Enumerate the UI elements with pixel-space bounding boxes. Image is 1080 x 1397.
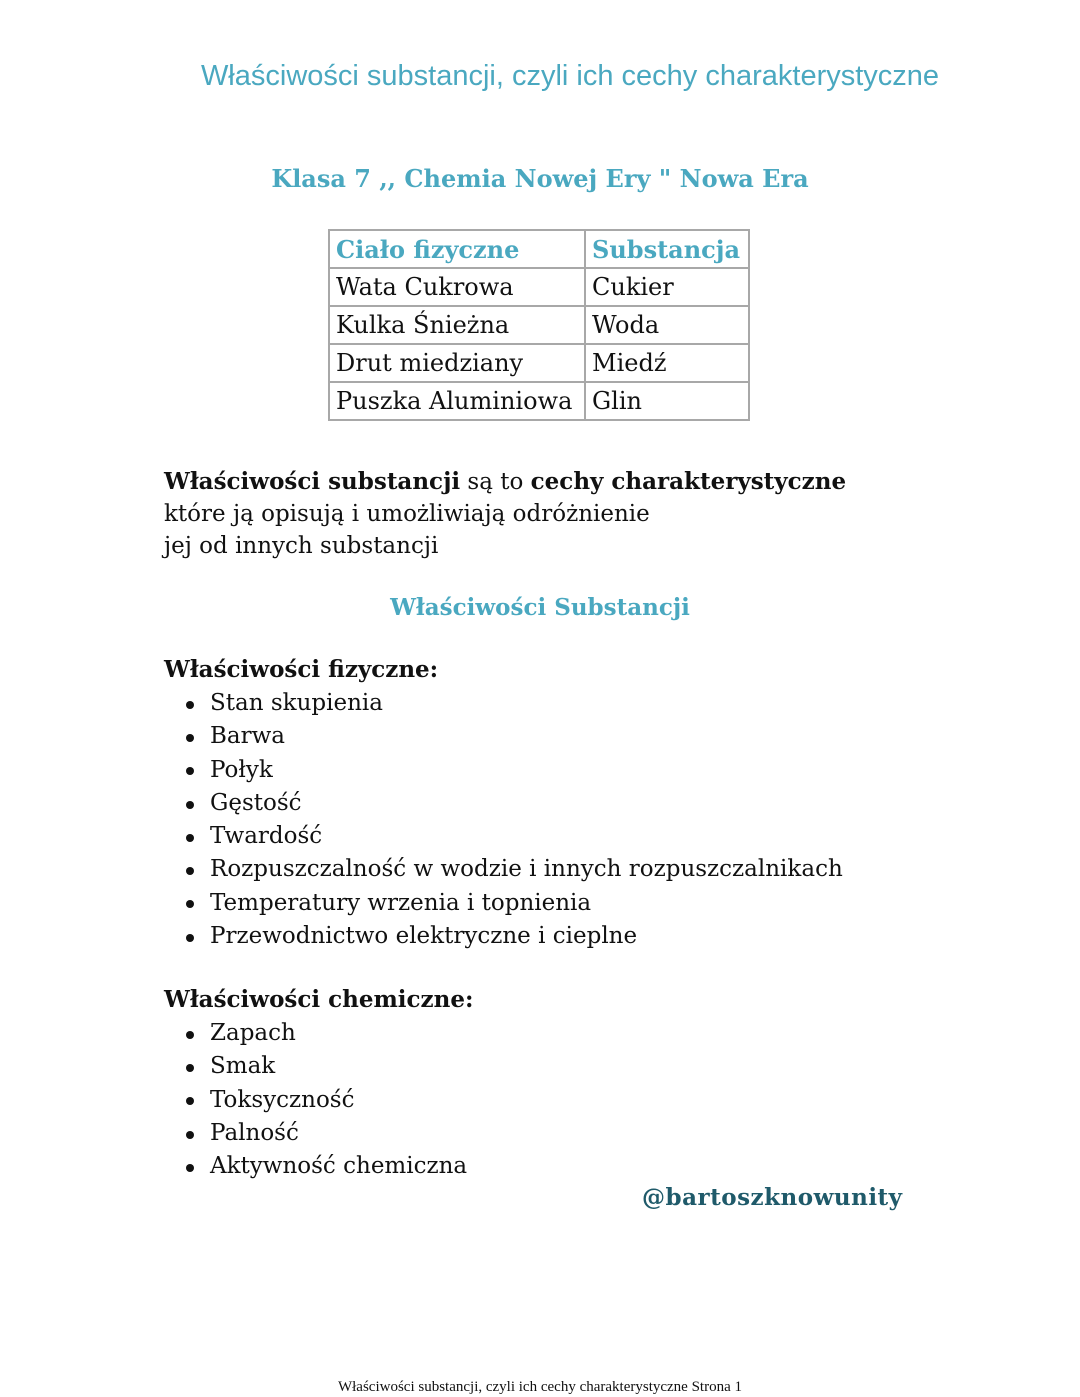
bullet-icon (186, 734, 194, 742)
definition-key-phrase: cechy charakterystyczne (530, 468, 847, 495)
table-cell: Woda (585, 306, 749, 344)
table-row (329, 344, 749, 382)
list-item (186, 1117, 467, 1150)
definition-line-3: jej od innych substancji (164, 533, 439, 559)
table-cell: Miedź (585, 344, 749, 382)
list-item-text: Twardość (210, 823, 323, 850)
list-item (186, 1017, 467, 1050)
list-item (186, 1050, 467, 1083)
table-cell: Drut miedziany (329, 344, 585, 382)
bullet-icon (186, 1164, 194, 1172)
author-handle: @bartoszknowunity (642, 1184, 903, 1211)
table-row (329, 382, 749, 420)
section-heading: Właściwości Substancji (390, 594, 690, 621)
definition-term: Właściwości substancji (164, 468, 461, 495)
bullet-icon (186, 1131, 194, 1139)
list-item-text: Stan skupienia (210, 690, 383, 716)
list-item-text: Temperatury wrzenia i topnienia (210, 889, 592, 916)
list-item-text: Połyk (210, 756, 273, 783)
definition-line-1 (164, 466, 944, 498)
chemical-properties-list (186, 1017, 467, 1183)
list-item (186, 1084, 467, 1117)
table-cell: Puszka Aluminiowa (329, 382, 585, 420)
list-item (186, 687, 843, 720)
subtitle: Klasa 7 ,, Chemia Nowej Ery " Nowa Era (271, 164, 809, 193)
list-item-text: Toksyczność (210, 1086, 355, 1113)
physical-properties-list (186, 687, 843, 953)
table-row (329, 306, 749, 344)
bullet-icon (186, 701, 194, 709)
list-item (186, 754, 843, 787)
list-item (186, 853, 843, 886)
list-item-text: Aktywność chemiczna (210, 1153, 468, 1180)
list-item-text: Smak (210, 1053, 276, 1080)
list-item (186, 720, 843, 753)
list-item-text: Przewodnictwo elektryczne i cieplne (210, 923, 638, 950)
definition-connector: są to (460, 469, 531, 495)
list-item (186, 787, 843, 820)
bullet-icon (186, 867, 194, 875)
bullet-icon (186, 767, 194, 775)
table-cell: Glin (585, 382, 749, 420)
bullet-icon (186, 1031, 194, 1039)
bullet-icon (186, 934, 194, 942)
list-item-text: Zapach (210, 1020, 296, 1046)
definition-paragraph (164, 466, 944, 562)
page-footer: Właściwości substancji, czyli ich cechy charakterystyczne Strona 1 (337, 1379, 742, 1395)
list-item-text: Rozpuszczalność w wodzie i innych rozpuszczalnikach (210, 856, 843, 883)
table-header-row (329, 230, 749, 268)
table-cell: Cukier (585, 268, 749, 306)
body-substance-table (328, 229, 750, 421)
table-header-cell: Substancja (585, 230, 749, 268)
table-header-cell: Ciało fizyczne (329, 230, 585, 268)
list-item (186, 1150, 467, 1183)
chemical-properties-heading: Właściwości chemiczne: (164, 986, 474, 1013)
list-item (186, 920, 843, 953)
table-cell: Wata Cukrowa (329, 268, 585, 306)
bullet-icon (186, 1064, 194, 1072)
bullet-icon (186, 900, 194, 908)
list-item (186, 820, 843, 853)
bullet-icon (186, 801, 194, 809)
list-item-text: Gęstość (210, 789, 302, 816)
list-item (186, 887, 843, 920)
physical-properties-heading: Właściwości fizyczne: (164, 656, 439, 683)
bullet-icon (186, 834, 194, 842)
definition-line-2: które ją opisują i umożliwiają odróżnienie (164, 501, 650, 527)
table-row (329, 268, 749, 306)
bullet-icon (186, 1097, 194, 1105)
list-item-text: Palność (210, 1119, 299, 1146)
list-item-text: Barwa (210, 723, 286, 750)
document-title: Właściwości substancji, czyli ich cechy charakterystyczne (200, 60, 940, 92)
table-cell: Kulka Śnieżna (329, 306, 585, 344)
